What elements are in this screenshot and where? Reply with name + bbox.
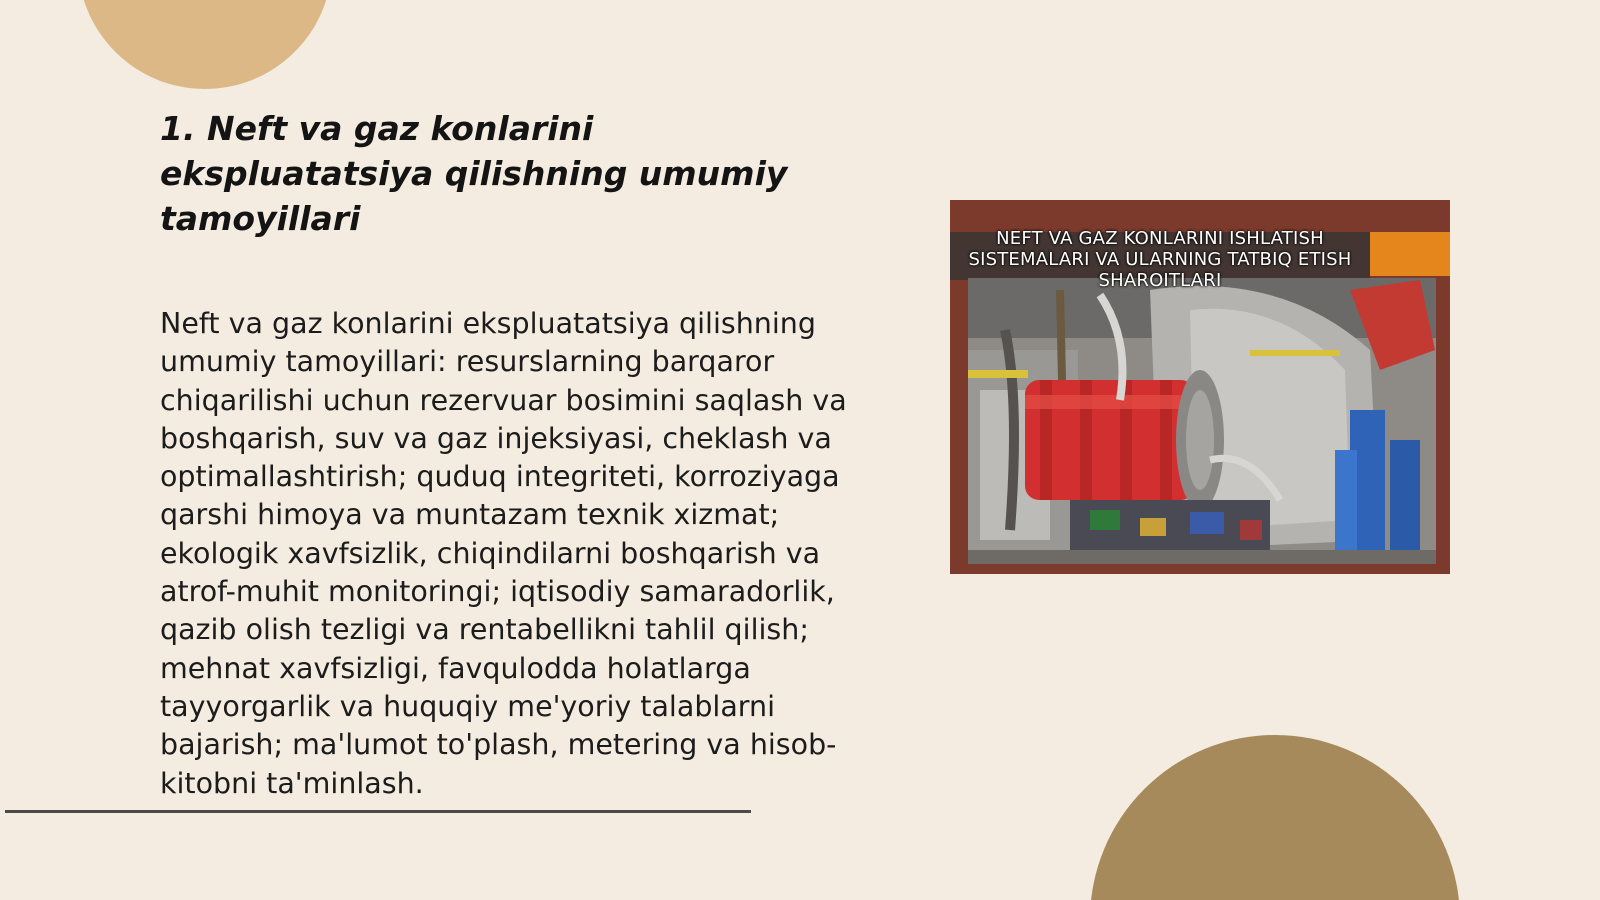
- slide-body-text: Neft va gaz konlarini ekspluatatsiya qilishning umumiy tamoyillari: resurslarning barqaror chiqarilishi uchun rezervuar bosimini saqlash va boshqarish, suv va gaz injeksiyasi, cheklash va optimallashtirish; quduq integriteti, korroziyaga qarshi himoya va muntazam texnik xizmat; ekologik xavfsizlik, chiqindilarni boshqarish va atrof-muhit monitoringi; iqtisodiy samaradorlik, qazib olish tezligi va rentabellikni tahlil qilish; mehnat xavfsizligi, favqulodda holatlarga tayyorgarlik va huquqiy me'yoriy talablarni bajarish; ma'lumot to'plash, metering va hisob-kitobni ta'minlash.: [160, 307, 847, 800]
- slide-title: 1. Neft va gaz konlarini ekspluatatsiya qilishning umumiy tamoyillari: [160, 109, 788, 238]
- divider-line: [5, 810, 751, 813]
- equipment-photo: [950, 200, 1450, 574]
- photo-caption: NEFT VA GAZ KONLARINI ISHLATISH SISTEMALARI VA ULARNING TATBIQ ETISH SHAROITLARI: [968, 228, 1352, 291]
- decorative-circle-bottom: [1090, 735, 1460, 900]
- decorative-circle-top: [78, 0, 332, 89]
